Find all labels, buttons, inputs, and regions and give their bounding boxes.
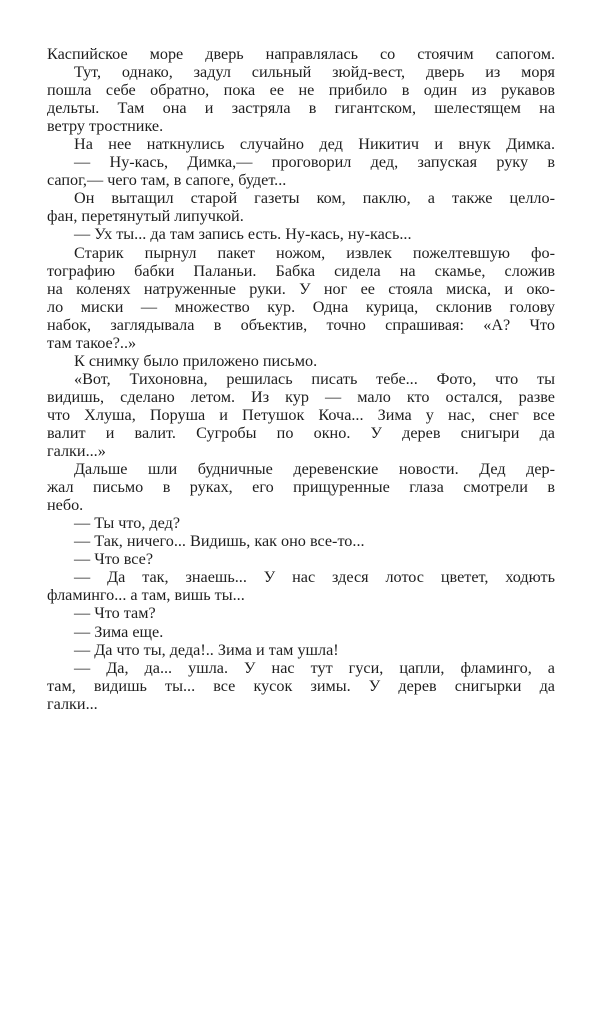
text-line: — Зима еще. (74, 622, 164, 641)
text-line: пошла себе обратно, пока ее не прибило в один из рукавов (47, 81, 555, 100)
text-line: Он вытащил старой газеты ком, паклю, а также целло- (74, 189, 555, 208)
text-line: дельты. Там она и застряла в гигантском, шелестящем на (47, 99, 555, 118)
text-line: — Так, ничего... Видишь, как оно все-то... (74, 532, 365, 551)
text-line: — Что все? (74, 550, 154, 569)
text-line: ло миски — множество кур. Одна курица, склонив голову (47, 297, 555, 316)
text-line: — Да так, знаешь... У нас здеся лотос цветет, ходють (74, 568, 555, 587)
text-line: — Ух ты... да там запись есть. Ну-кась, ну-кась... (74, 225, 412, 244)
text-line: — Что там? (74, 604, 156, 623)
text-line: на коленях натруженные руки. У ног ее стояла миска, и око- (47, 279, 555, 298)
text-line: что Хлуша, Поруша и Петушок Коча... Зима у нас, снег все (47, 405, 555, 424)
text-line: галки...» (47, 442, 106, 461)
text-line: Дальше шли будничные деревенские новости. Дед дер- (74, 460, 555, 479)
text-line: небо. (47, 496, 84, 515)
text-line: фламинго... а там, вишь ты... (47, 586, 245, 605)
text-line: Старик пырнул пакет ножом, извлек пожелтевшую фо- (74, 243, 555, 262)
text-line: фан, перетянутый липучкой. (47, 207, 244, 226)
text-line: галки... (47, 694, 98, 713)
book-page-text (47, 45, 555, 713)
text-line: Тут, однако, задул сильный зюйд-вест, дверь из моря (74, 63, 555, 82)
text-line: — Да, да... ушла. У нас тут гуси, цапли, фламинго, а (74, 658, 555, 677)
text-line: ветру тростнике. (47, 117, 164, 136)
text-line: На нее наткнулись случайно дед Никитич и внук Димка. (74, 135, 555, 154)
text-line: видишь, сделано летом. Из кур — мало кто остался, разве (47, 387, 555, 406)
text-line: — Ты что, дед? (74, 514, 181, 533)
text-line: жал письмо в руках, его прищуренные глаза смотрели в (47, 478, 555, 497)
text-line: там, видишь ты... все кусок зимы. У дерев снигырки да (47, 676, 555, 695)
text-line: сапог,— чего там, в сапоге, будет... (47, 171, 287, 190)
text-line: К снимку было приложено письмо. (74, 351, 318, 370)
text-line: Каспийское море дверь направлялась со стоячим сапогом. (47, 45, 555, 63)
text-line: набок, заглядывала в объектив, точно спрашивая: «А? Что (47, 315, 555, 334)
text-line: там такое?..» (47, 333, 137, 352)
text-line: «Вот, Тихоновна, решилась писать тебе... Фото, что ты (74, 369, 555, 388)
text-line: тографию бабки Паланьи. Бабка сидела на скамье, сложив (47, 261, 555, 280)
text-line: валит и валит. Сугробы по окно. У дерев снигыри да (47, 423, 555, 442)
text-line: — Да что ты, деда!.. Зима и там ушла! (74, 640, 339, 659)
text-line: — Ну-кась, Димка,— проговорил дед, запуская руку в (74, 153, 555, 172)
